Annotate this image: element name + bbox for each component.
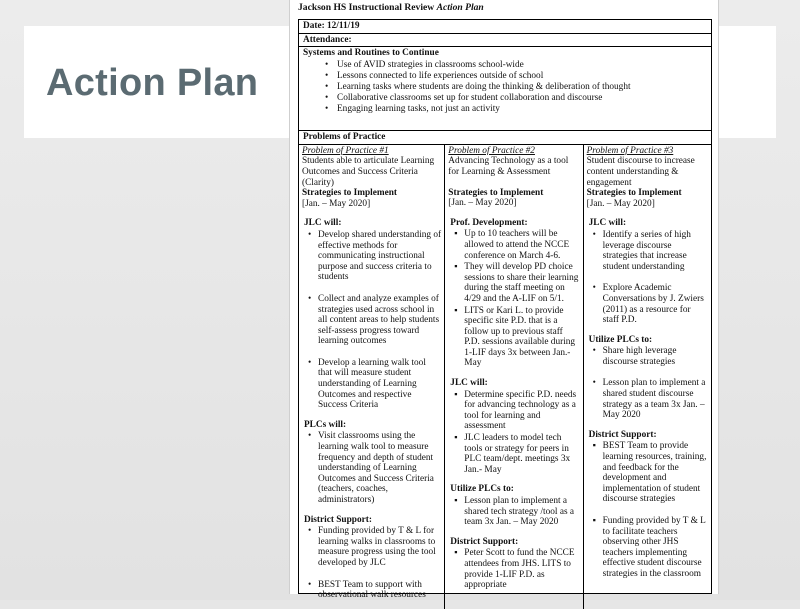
- section-list: [454, 496, 579, 528]
- systems-heading: Systems and Routines to Continue: [303, 48, 439, 59]
- list-item: ▪ JLC leaders to model tech tools or strategy for peers in PLC team/dept. meetings 3x Jan.- May: [454, 433, 579, 475]
- section-list: [593, 230, 708, 326]
- problem-description: Advancing Technology as a tool for Learning & Assessment: [448, 156, 569, 177]
- list-item: ▪ LITS or Kari L. to provide specific site P.D. that is a follow up to previous staff P.D. sessions available during 1-LIF days 3x between Jan.- May: [454, 306, 579, 370]
- section-list: [308, 230, 441, 411]
- list-item: ▪ Lesson plan to implement a shared tech strategy /tool as a team 3x Jan. – May 2020: [454, 496, 579, 528]
- list-item: • Explore Academic Conversations by J. Zwiers (2011) as a resource for staff P.D.: [593, 283, 708, 325]
- section-list: [308, 526, 441, 601]
- problem-column-2: [444, 145, 582, 609]
- list-item: • BEST Team to support with observational walk resources: [308, 580, 441, 601]
- list-item: • Learning tasks where students are doing the thinking & deliberation of thought: [325, 82, 707, 93]
- list-item: ▪ Up to 10 teachers will be allowed to attend the NCCE conference on March 4-6.: [454, 229, 579, 261]
- strategies-heading: Strategies to Implement: [448, 187, 544, 198]
- section-heading: Utilize PLCs to:: [588, 334, 653, 345]
- document-heading-italic: Action Plan: [436, 2, 484, 13]
- date-row: Date: 12/11/19: [299, 20, 711, 34]
- attendance-row: Attendance:: [299, 34, 711, 48]
- list-item: • Collaborative classrooms set up for student collaboration and discourse: [325, 93, 707, 104]
- section-list: [454, 390, 579, 476]
- section-heading: Prof. Development:: [450, 217, 528, 228]
- section-heading: JLC will:: [450, 378, 488, 389]
- problem-title: Problem of Practice #1: [302, 145, 389, 156]
- section-heading: District Support:: [304, 514, 372, 525]
- list-item: • Share high leverage discourse strategies: [593, 346, 708, 367]
- section-heading: District Support:: [588, 429, 657, 440]
- section-list: [593, 346, 708, 421]
- problem-description: Student discourse to increase content understanding & engagement: [586, 156, 695, 188]
- section-heading: PLCs will:: [304, 419, 347, 430]
- list-item: • Collect and analyze examples of strategies used across school in all content areas to help students self-assess progress toward learning outcomes: [308, 294, 441, 347]
- date-range: [Jan. – May 2020]: [448, 198, 517, 209]
- list-item: • Visit classrooms using the learning walk tool to measure frequency and depth of student understanding of Learning Outcomes and Success Criteria (teachers, coaches, administrators): [308, 431, 441, 505]
- list-item: • Develop a learning walk tool that will measure student understanding of Learning Outcomes and respective Success Criteria: [308, 358, 441, 411]
- date-range: [Jan. – May 2020]: [302, 198, 371, 209]
- section-heading: JLC will:: [304, 218, 342, 229]
- section-list: [454, 229, 579, 369]
- list-item: • Funding provided by T & L for learning walks in classrooms to measure progress using the tool developed by JLC: [308, 526, 441, 568]
- list-item: ▪ Determine specific P.D. needs for advancing technology as a tool for learning and assessment: [454, 390, 579, 432]
- list-item: • Develop shared understanding of effective methods for communicating instructional purpose and success criteria to students: [308, 230, 441, 283]
- problem-title: Problem of Practice #3: [586, 145, 674, 156]
- list-item: • Lessons connected to life experiences outside of school: [325, 71, 707, 82]
- problems-heading: Problems of Practice: [299, 131, 711, 145]
- slide-title: Action Plan: [46, 62, 259, 104]
- list-item: • Engaging learning tasks, not just an activity: [325, 104, 707, 115]
- list-item: ▪ BEST Team to provide learning resources, training, and feedback for the development and implementation of student discourse strategies: [593, 441, 708, 505]
- problem-column-1: [299, 145, 444, 609]
- section-list: [593, 441, 708, 579]
- list-item: • Use of AVID strategies in classrooms school-wide: [325, 60, 707, 71]
- list-item: ▪ Funding provided by T & L to facilitate teachers observing other JHS teachers implementing effective student discourse strategies in the classroom: [593, 516, 708, 580]
- section-heading: District Support:: [450, 536, 519, 547]
- section-list: [308, 431, 441, 505]
- strategies-heading: Strategies to Implement: [586, 188, 682, 199]
- systems-list: [325, 60, 707, 115]
- action-plan-document: [289, 0, 719, 601]
- document-heading: [290, 0, 718, 16]
- strategies-heading: Strategies to Implement: [302, 188, 398, 199]
- plan-table: [298, 19, 712, 601]
- date-range: [Jan. – May 2020]: [586, 198, 655, 209]
- section-heading: Utilize PLCs to:: [450, 484, 514, 495]
- document-heading-text: Jackson HS Instructional Review: [298, 2, 437, 13]
- list-item: ▪ Peter Scott to fund the NCCE attendees from JHS. LITS to provide 1-LIF P.D. as appropriate: [454, 548, 579, 590]
- list-item: • Lesson plan to implement a shared student discourse strategy as a team 3x Jan. – May 2020: [593, 378, 708, 420]
- problem-description: Students able to articulate Learning Outcomes and Success Criteria (Clarity): [302, 156, 435, 188]
- list-item: • Identify a series of high leverage discourse strategies that increase student understanding: [593, 230, 708, 272]
- problem-column-3: [583, 145, 711, 609]
- section-heading: JLC will:: [588, 218, 627, 229]
- list-item: ▪ They will develop PD choice sessions to share their learning during the staff meeting on 4/29 and the A-LIF on 5/1.: [454, 262, 579, 304]
- section-list: [454, 548, 579, 590]
- systems-row: [299, 47, 711, 131]
- problems-columns: [299, 145, 711, 609]
- problem-title: Problem of Practice #2: [448, 145, 535, 156]
